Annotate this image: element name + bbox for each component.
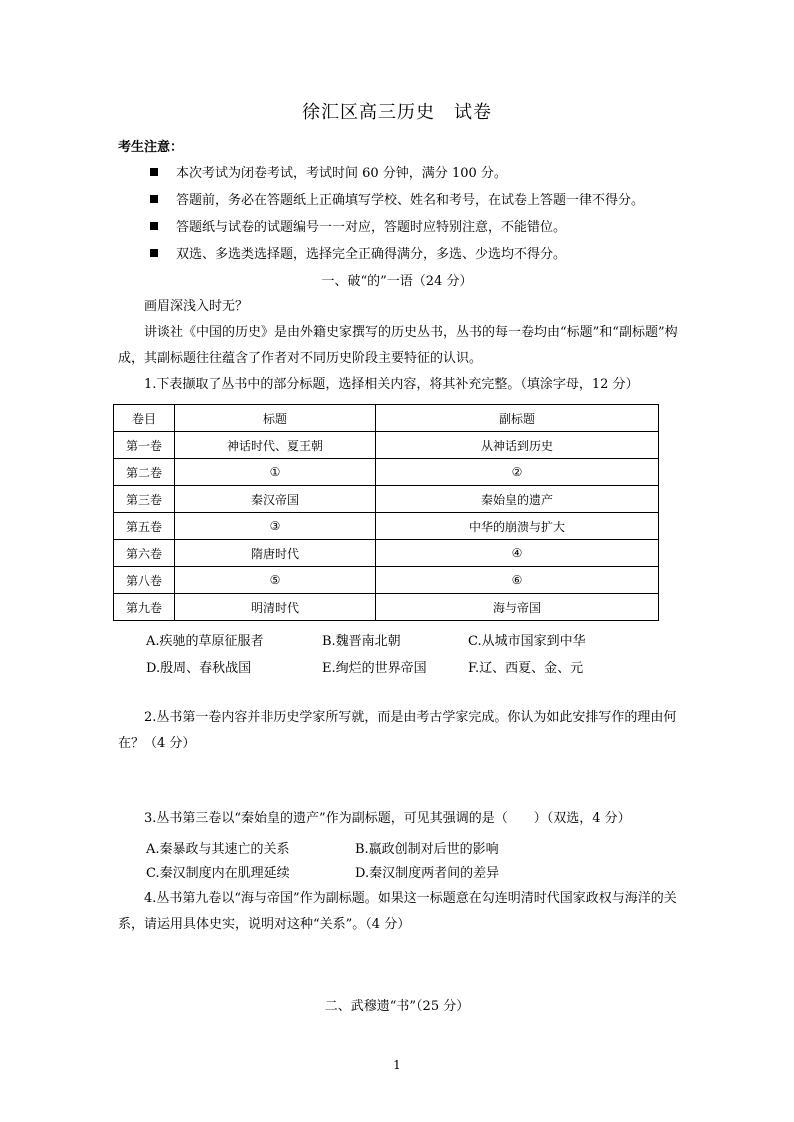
page-title: 徐汇区高三历史 试卷	[302, 102, 492, 123]
table-cell: ③	[175, 513, 376, 540]
square-bullet-icon	[150, 168, 158, 176]
table-row	[114, 567, 659, 594]
table-row	[114, 540, 659, 567]
table-cell: 第三卷	[114, 486, 175, 513]
table-header-row	[114, 405, 659, 432]
column-header: 标题	[175, 405, 376, 432]
option-b: B.嬴政创制对后世的影响	[355, 842, 499, 857]
option-c: C.从城市国家到中华	[468, 634, 586, 649]
notice-item	[150, 162, 507, 181]
table-cell: ④	[376, 540, 659, 567]
notice-item	[150, 189, 644, 208]
notice-heading: 考生注意：	[118, 140, 184, 155]
table-cell: 神话时代、夏王朝	[175, 432, 376, 459]
option-a: A.秦暴政与其速亡的关系	[146, 842, 290, 857]
table-cell: 海与帝国	[376, 594, 659, 621]
table-cell: 隋唐时代	[175, 540, 376, 567]
notice-item-text: 答题前，务必在答题纸上正确填写学校、姓名和考号，在试卷上答题一律不得分。	[176, 193, 645, 208]
notice-item	[150, 216, 566, 235]
table-row	[114, 459, 659, 486]
column-header: 卷目	[114, 405, 175, 432]
section-title: 二、武穆遗“书”（25 分）	[324, 999, 470, 1014]
notice-item-text: 答题纸与试卷的试题编号一一对应，答题时应特别注意，不能错位。	[176, 220, 567, 235]
table-cell: 第六卷	[114, 540, 175, 567]
table-cell: 从神话到历史	[376, 432, 659, 459]
option-e: E.绚烂的世界帝国	[322, 661, 427, 676]
column-header: 副标题	[376, 405, 659, 432]
table-cell: 第八卷	[114, 567, 175, 594]
table-row	[114, 432, 659, 459]
table-cell: 第五卷	[114, 513, 175, 540]
table-row	[114, 594, 659, 621]
notice-item-text: 本次考试为闭卷考试，考试时间 60 分钟，满分 100 分。	[176, 166, 507, 181]
option-f: F.辽、西夏、金、元	[468, 661, 584, 676]
question-3: 3.丛书第三卷以“秦始皇的遗产”作为副标题，可见其强调的是（ ）（双选，4 分）	[144, 811, 631, 826]
table-row	[114, 513, 659, 540]
table-cell: 第一卷	[114, 432, 175, 459]
section-title: 一、破“的”一语（24 分）	[321, 274, 473, 289]
option-d: D.秦汉制度两者间的差异	[355, 866, 500, 881]
option-d: D.殷周、春秋战国	[146, 661, 252, 676]
intro-paragraph: 讲谈社《中国的历史》是由外籍史家撰写的历史丛书，丛书的每一卷均由“标题”和“副标题”构成，其副标题往往蕴含了作者对不同历史阶段主要特征的认识。	[118, 325, 678, 366]
square-bullet-icon	[150, 249, 158, 257]
table-cell: 第九卷	[114, 594, 175, 621]
table-cell: 秦始皇的遗产	[376, 486, 659, 513]
notice-item-text: 双选、多选类选择题，选择完全正确得满分，多选、少选均不得分。	[176, 247, 567, 262]
question-1: 1.下表撷取了丛书中的部分标题，选择相关内容，将其补充完整。（填涂字母，12 分）	[144, 377, 639, 392]
option-a: A.疾驰的草原征服者	[146, 634, 264, 649]
title-table	[113, 404, 659, 621]
option-c: C.秦汉制度内在肌理延续	[146, 866, 290, 881]
table-cell: ①	[175, 459, 376, 486]
intro-line: 画眉深浅入时无？	[144, 299, 249, 314]
table-cell: 第二卷	[114, 459, 175, 486]
notice-item	[150, 243, 566, 262]
option-b: B.魏晋南北朝	[322, 634, 401, 649]
page-number: 1	[393, 1058, 401, 1072]
table-cell: ②	[376, 459, 659, 486]
square-bullet-icon	[150, 195, 158, 203]
square-bullet-icon	[150, 222, 158, 230]
table-cell: ⑤	[175, 567, 376, 594]
question-2: 2.丛书第一卷内容并非历史学家所写就，而是由考古学家完成。你认为如此安排写作的理由何在？（4 分）	[118, 710, 677, 751]
table-cell: 中华的崩溃与扩大	[376, 513, 659, 540]
table-cell: ⑥	[376, 567, 659, 594]
question-4: 4.丛书第九卷以“海与帝国”作为副标题。如果这一标题意在勾连明清时代国家政权与海洋的关系，请运用具体史实，说明对这种“关系”。（4 分）	[118, 891, 677, 932]
table-cell: 明清时代	[175, 594, 376, 621]
table-cell: 秦汉帝国	[175, 486, 376, 513]
table-row	[114, 486, 659, 513]
